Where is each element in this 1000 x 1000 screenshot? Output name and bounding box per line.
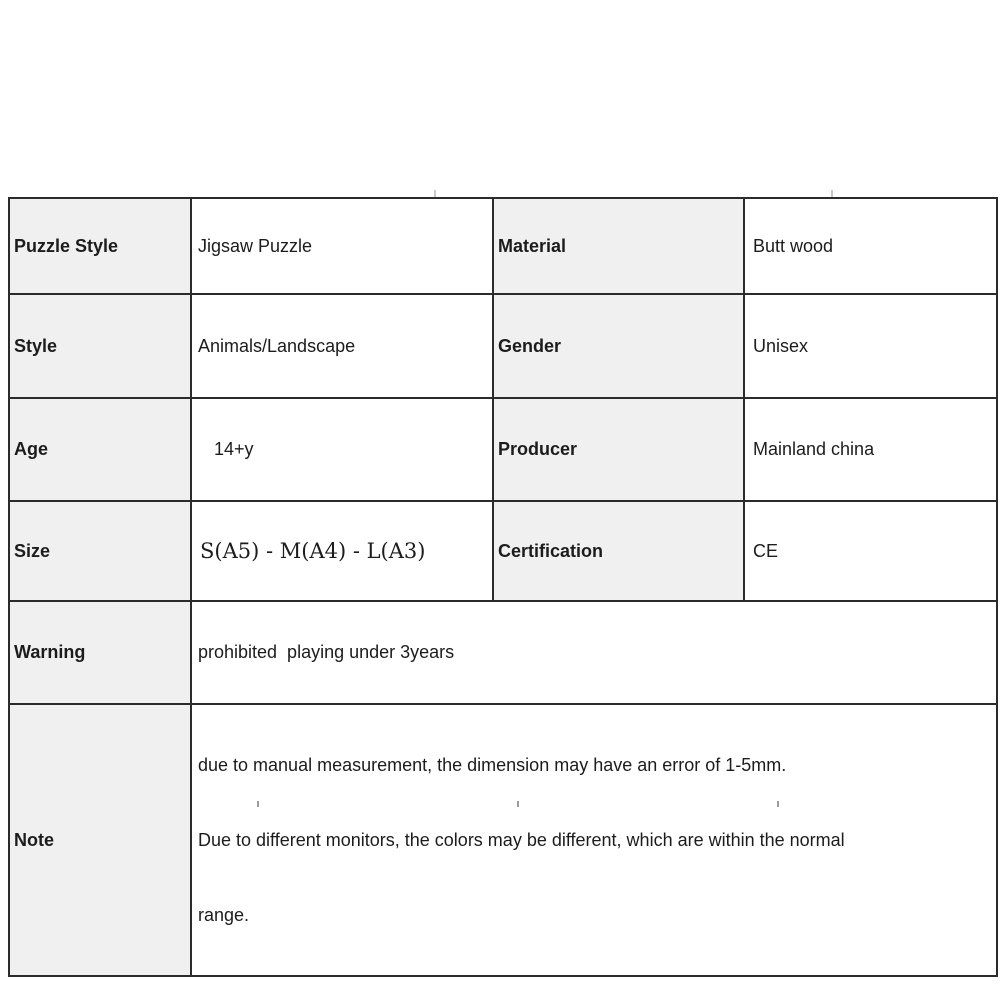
cell-note-label: Note	[9, 704, 191, 976]
cell-producer-value: Mainland china	[744, 398, 997, 501]
note-line-2: Due to different monitors, the colors may be different, which are within the normal	[198, 830, 845, 850]
cell-certification-label: Certification	[493, 501, 744, 601]
table-row	[9, 601, 997, 704]
cell-puzzle-style-value: Jigsaw Puzzle	[191, 198, 493, 294]
crop-tick-top-2	[831, 190, 833, 197]
cell-warning-value: prohibited playing under 3years	[191, 601, 997, 704]
cell-age-value: 14+y	[191, 398, 493, 501]
table-row	[9, 501, 997, 601]
table-row	[9, 294, 997, 398]
cell-size-label: Size	[9, 501, 191, 601]
cell-material-value: Butt wood	[744, 198, 997, 294]
cell-age-label: Age	[9, 398, 191, 501]
crop-tick-top-1	[434, 190, 436, 197]
cell-style-value: Animals/Landscape	[191, 294, 493, 398]
cell-certification-value: CE	[744, 501, 997, 601]
note-line-3: range.	[198, 905, 250, 925]
cell-style-label: Style	[9, 294, 191, 398]
table-row	[9, 704, 997, 976]
cell-size-value: S(A5) - M(A4) - L(A3)	[191, 501, 493, 601]
cell-gender-value: Unisex	[744, 294, 997, 398]
cell-material-label: Material	[493, 198, 744, 294]
cell-warning-label: Warning	[9, 601, 191, 704]
cell-producer-label: Producer	[493, 398, 744, 501]
cell-note-value	[191, 704, 997, 976]
cell-puzzle-style-label: Puzzle Style	[9, 198, 191, 294]
cell-gender-label: Gender	[493, 294, 744, 398]
note-line-1: due to manual measurement, the dimension may have an error of 1-5mm.	[198, 755, 787, 775]
product-spec-table	[8, 197, 998, 977]
table-row	[9, 198, 997, 294]
table-row	[9, 398, 997, 501]
